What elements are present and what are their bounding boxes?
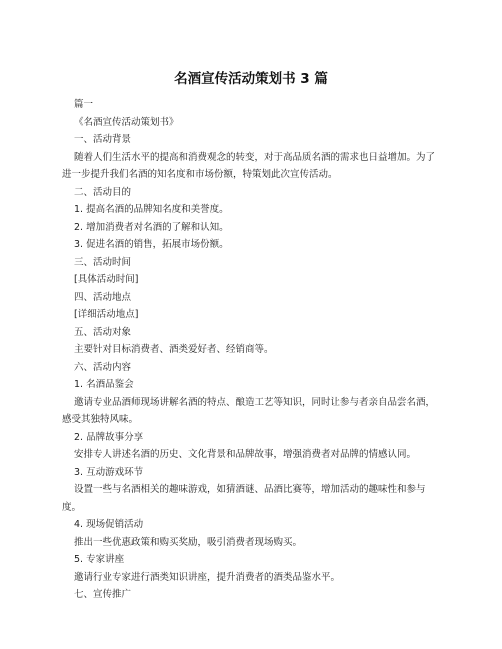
audience-text: 主要针对目标消费者、酒类爱好者、经销商等。 — [74, 344, 274, 355]
section-heading-background: 一、活动背景 — [74, 134, 132, 145]
section-heading-time: 三、活动时间 — [74, 256, 132, 268]
purpose-item: 3. 促进名酒的销售，拓展市场份额。 — [74, 239, 229, 250]
background-paragraph: 随着人们生活水平的提高和消费观念的转变，对于高品质名酒的需求也日益增加。为了进一步提升我们名酒的知名度和市场份额，特策划此次宣传活动。 — [62, 151, 436, 180]
content-item-title: 3. 互动游戏环节 — [74, 466, 144, 478]
content-item-text: 推出一些优惠政策和购买奖励，吸引消费者现场购买。 — [74, 536, 303, 548]
document-title: 名酒宣传活动策划书 3 篇 — [174, 71, 328, 87]
section-heading-audience: 五、活动对象 — [74, 326, 132, 338]
purpose-item: 1. 提高名酒的品牌知名度和美誉度。 — [74, 204, 229, 215]
content-item-title: 4. 现场促销活动 — [74, 519, 144, 530]
content-item-title: 2. 品牌故事分享 — [74, 431, 144, 443]
section-heading-location: 四、活动地点 — [74, 291, 132, 303]
content-item-text: 安排专人讲述名酒的历史、文化背景和品牌故事，增强消费者对品牌的情感认同。 — [74, 449, 417, 460]
content-item-text: 邀请行业专家进行酒类知识讲座，提升消费者的酒类品鉴水平。 — [74, 571, 341, 583]
content-item-text: 设置一些与名酒相关的趣味游戏，如猜酒谜、品酒比赛等，增加活动的趣味性和参与度。 — [62, 484, 426, 513]
location-value: [详细活动地点] — [74, 309, 139, 320]
part-label: 篇一 — [74, 99, 94, 110]
document-body — [62, 96, 442, 604]
content-item-title: 5. 专家讲座 — [74, 554, 125, 565]
document-subtitle: 《名酒宣传活动策划书》 — [74, 116, 179, 128]
purpose-item: 2. 增加消费者对名酒的了解和认知。 — [74, 221, 229, 233]
section-heading-content: 六、活动内容 — [74, 361, 132, 373]
time-value: [具体活动时间] — [74, 274, 139, 285]
section-heading-purpose: 二、活动目的 — [74, 186, 132, 198]
content-item-title: 1. 名酒品鉴会 — [74, 379, 134, 390]
content-item-text: 邀请专业品酒师现场讲解名酒的特点、酿造工艺等知识，同时让参与者亲自品尝名酒，感受其独特风味。 — [62, 396, 436, 425]
section-heading-promotion: 七、宣传推广 — [74, 589, 132, 600]
